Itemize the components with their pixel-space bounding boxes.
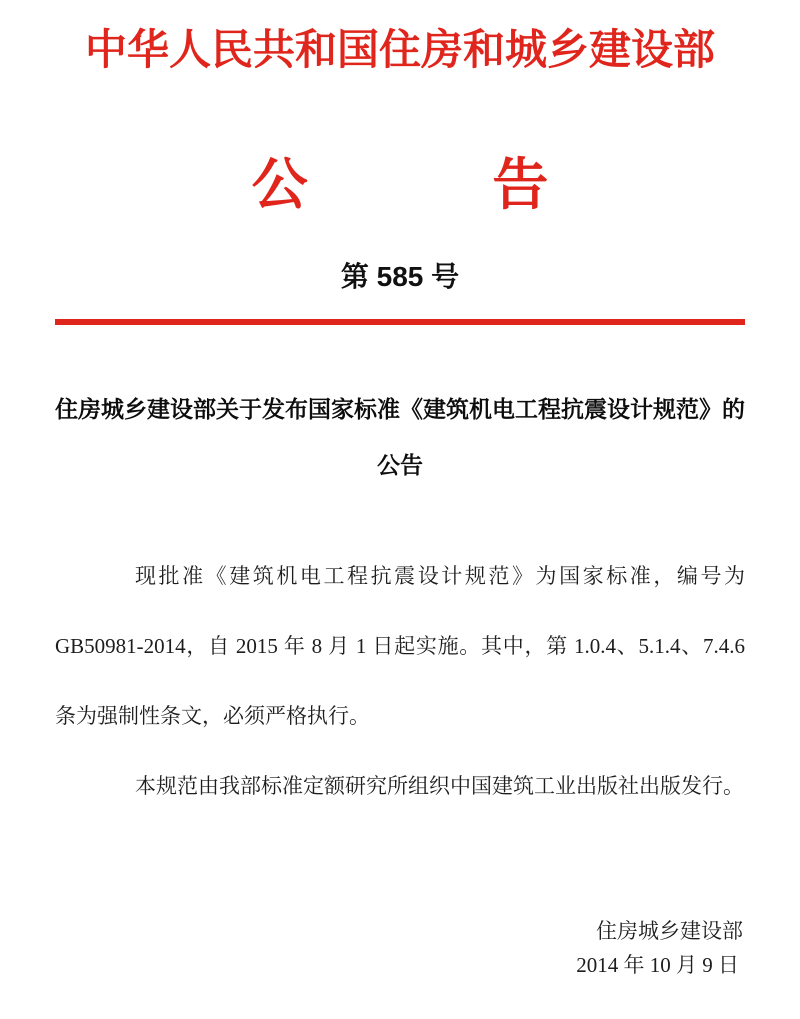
- red-divider-line: [55, 319, 745, 325]
- notice-paragraph-1: 现批准《建筑机电工程抗震设计规范》为国家标准，编号为 GB50981-2014，自 2015 年 8 月 1 日起实施。其中，第 1.0.4、5.1.4、7.4.6 条为强制性条文，必须严格执行。: [55, 564, 745, 728]
- notice-heading-line-2: 公告: [377, 452, 423, 478]
- ministry-title: 中华人民共和国住房和城乡建设部: [84, 28, 715, 74]
- signature-date: 2014 年 10 月 9 日: [576, 953, 739, 977]
- announcement-number: 第 585 号: [340, 261, 460, 292]
- notice-paragraph-2: 本规范由我部标准定额研究所组织中国建筑工业出版社出版发行。: [135, 774, 744, 798]
- notice-heading: [55, 381, 745, 493]
- announcement-title: 公告: [251, 155, 734, 217]
- document-page: [0, 26, 800, 1019]
- notice-heading-line-1: 住房城乡建设部关于发布国家标准《建筑机电工程抗震设计规范》的: [55, 396, 745, 422]
- notice-body: [55, 541, 745, 821]
- signature-issuer: 住房城乡建设部: [596, 919, 743, 943]
- signature-block: [55, 914, 745, 982]
